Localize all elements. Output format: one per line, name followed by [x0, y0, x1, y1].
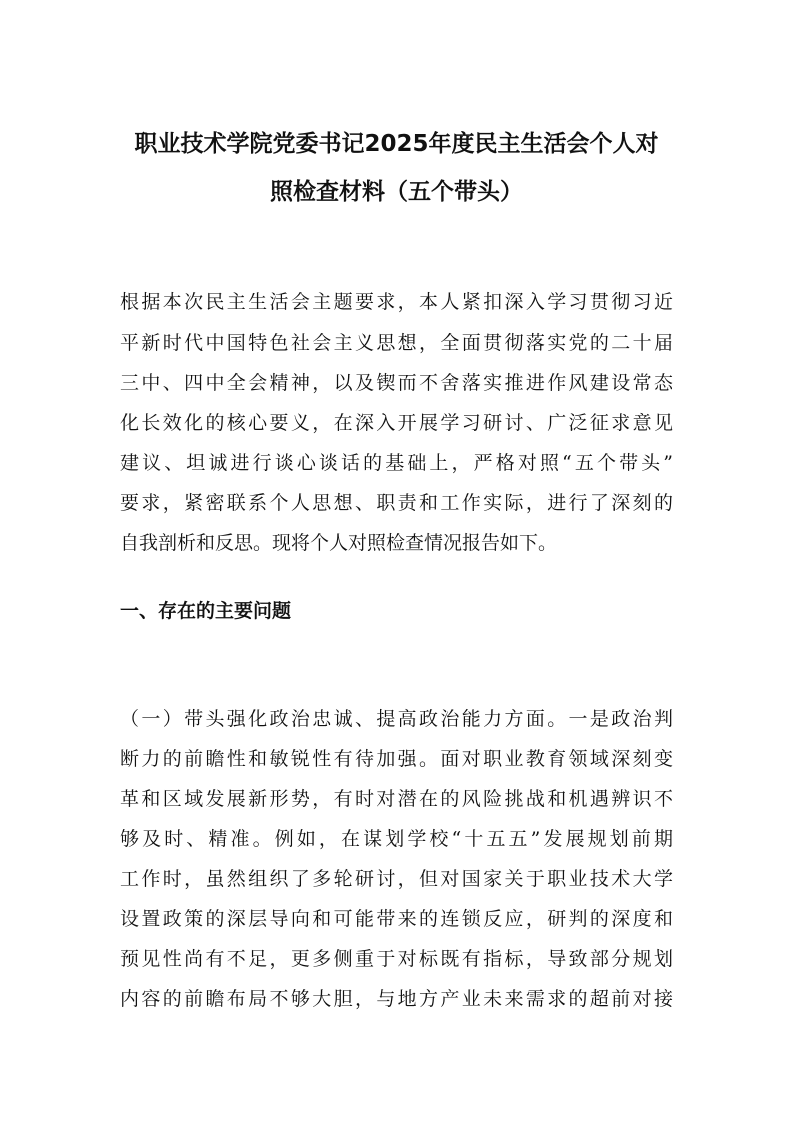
document-title-line-1: 职业技术学院党委书记2025年度民主生活会个人对 [134, 131, 659, 157]
intro-line-1: 根据本次民主生活会主题要求，本人紧扣深入学习贯彻习近 [120, 291, 673, 313]
section-heading: 一、存在的主要问题 [120, 600, 292, 622]
body-line-4: 够及时、精准。例如，在谋划学校“十五五”发展规划前期 [120, 828, 673, 850]
intro-line-6: 要求，紧密联系个人思想、职责和工作实际，进行了深刻的 [120, 492, 673, 514]
body-line-2: 断力的前瞻性和敏锐性有待加强。面对职业教育领域深刻变 [120, 748, 673, 770]
body-line-1: （一）带头强化政治忠诚、提高政治能力方面。一是政治判 [120, 708, 673, 730]
intro-line-5: 建议、坦诚进行谈心谈话的基础上，严格对照“五个带头” [120, 452, 673, 474]
intro-line-4: 化长效化的核心要义，在深入开展学习研讨、广泛征求意见 [120, 412, 673, 434]
body-line-7: 预见性尚有不足，更多侧重于对标既有指标，导致部分规划 [120, 948, 673, 970]
intro-line-7: 自我剖析和反思。现将个人对照检查情况报告如下。 [120, 532, 558, 554]
document-title-line-2: 照检查材料（五个带头） [270, 179, 523, 205]
body-line-3: 革和区域发展新形势，有时对潜在的风险挑战和机遇辨识不 [120, 788, 673, 810]
intro-line-3: 三中、四中全会精神，以及锲而不舍落实推进作风建设常态 [120, 372, 673, 394]
body-line-6: 设置政策的深层导向和可能带来的连锁反应，研判的深度和 [120, 908, 673, 930]
body-line-5: 工作时，虽然组织了多轮研讨，但对国家关于职业技术大学 [120, 868, 673, 890]
body-line-8: 内容的前瞻布局不够大胆，与地方产业未来需求的超前对接 [120, 988, 673, 1010]
intro-line-2: 平新时代中国特色社会主义思想，全面贯彻落实党的二十届 [120, 332, 673, 354]
